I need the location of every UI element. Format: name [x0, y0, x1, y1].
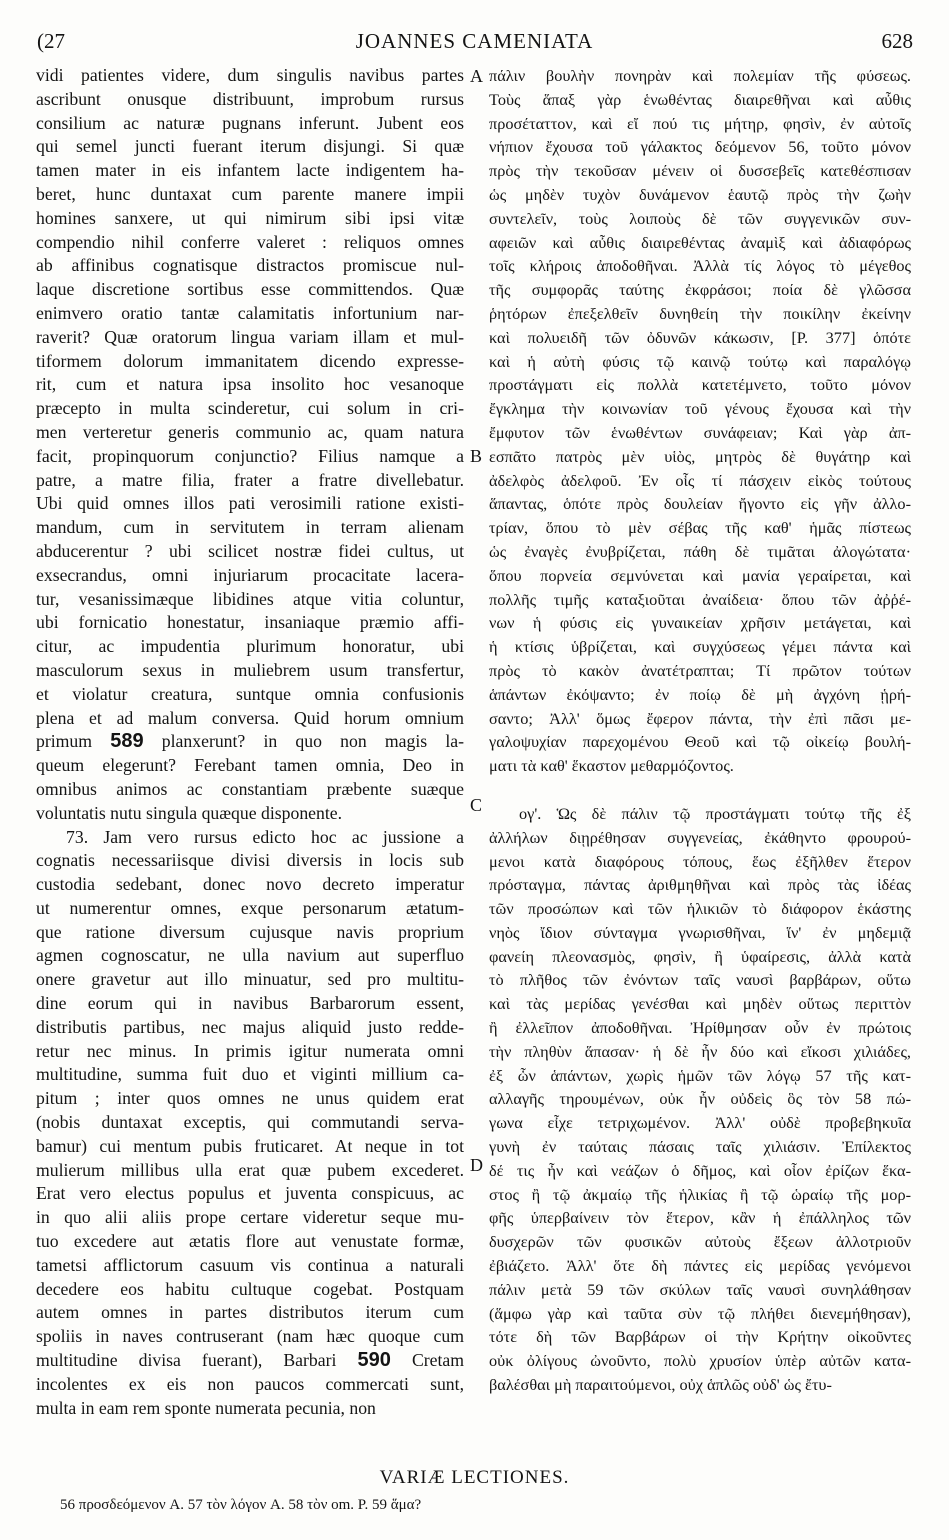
text-line: ab affinibus cognatisque distractos promiscue nul-	[36, 255, 464, 276]
margin-letter-b: B	[470, 446, 483, 466]
text-line: ἀλλήλων διῃρέθησαν συγγενείας, ἐκάθηντο φρουρού-	[489, 827, 911, 847]
text-line: τὴν πληθὺν ἅπασαν· ἡ δὲ ἦν δύο καὶ εἴκοσι χιλιάδες,	[489, 1041, 911, 1061]
text-line: μενοι κατὰ διαφόρους τόπους, ἕως ἐξῆλθεν ἕτερον	[489, 851, 911, 871]
text-line: mulierum millibus ulla erat quæ pubem excederet.	[36, 1159, 464, 1180]
text-line: ὡς ἐναγὲς ἐνυβρίζεται, πάθη δὲ τιμᾶται ἀλογώτατα·	[489, 541, 911, 561]
text-line: rit, cum et natura ipsa insolito hoc vesanoque	[36, 374, 464, 395]
margin-letter-a: A	[470, 66, 483, 86]
text-line: consilium ac naturæ pugnans inferunt. Jubent eos	[36, 112, 464, 133]
text-line: στος ἢ τῷ ἀκμαίῳ τῆς ἡλικίας ἢ τῷ ὡραίῳ τῆς μορ-	[489, 1184, 911, 1204]
text-line: προστάγματι εἰς πολλὰ κατετέμνετο, τοῦτο μόνον	[489, 375, 911, 395]
text-line: ascribunt onusque distribuunt, improbum rursus	[36, 88, 464, 109]
text-line: πρόσταγμα, πάντας ἀριθμηθῆναι καὶ πρὸς τὰς ἰδέας	[489, 875, 911, 895]
footnotes: 56 προσδεόμενον A. 57 τὸν λόγον A. 58 τὸν om. P. 59 ἅμα?	[60, 1497, 422, 1513]
text-line: καὶ ἡ αὐτὴ φύσις τῷ καινῷ τούτῳ καὶ παραλόγῳ	[489, 351, 911, 371]
text-line: τῆς συμφορᾶς ταύτης ἐκφράσοι; ποία δὲ γλῶσσα	[489, 280, 911, 300]
text-line: patre, a matre filia, frater a fratre divellebatur.	[36, 469, 464, 490]
text-line: (nobis duntaxat exceptis, qui commutandi serva-	[36, 1112, 464, 1133]
running-title: JOANNES CAMENIATA	[355, 29, 594, 53]
text-line: νηὸς ἴδιον σύνταγμα γνωρισθῆναι, ἵν' ἐν μηδεμιᾷ	[489, 922, 911, 942]
text-line: autem omnes in partes distributos iterum cum	[36, 1302, 464, 1323]
text-line: homines sanxere, ut qui nimirum sibi ipsi vitæ	[36, 207, 464, 228]
text-line: γαλοψυχίαν παρεχομένου Θεοῦ καὶ τῷ οἰκείῳ βουλή-	[489, 732, 911, 752]
text-line: agmen cognoscatur, ne ulla navium aut superfluo	[36, 945, 464, 966]
text-line: plena et ad malum conversa. Quid horum omnium	[36, 707, 464, 728]
text-line: laque discretione sortibus esse committendos. Quæ	[36, 279, 464, 300]
text-line: ἅπαντας, ὁπότε πρὸς δουλείαν ἤγοντο εἰς γῆν ἀλλο-	[489, 494, 911, 514]
text-line: men verteretur generis communio ac, quam natura	[36, 421, 464, 442]
text-line: ὡς μηδὲν τυχὸν δυνάμενον ἑαυτῷ πρὸς τὴν ζωὴν	[489, 184, 911, 204]
text-line: φῆς ὑπερβαίνειν τὸν ἕτερον, κἂν ἡ ἐπάλληλος τῶν	[489, 1208, 911, 1228]
text-line: distributis partibus, nec majus aliquid justo redde-	[36, 1016, 464, 1037]
text-line: οὐκ ὀλίγους ὠνοῦντο, πολὺ χρυσίον ὑπὲρ αὐτῶν κατα-	[489, 1351, 911, 1371]
text-line: primum 589 planxerunt? in quo non magis la-	[36, 730, 464, 753]
text-line: cognatis necessariisque divisi diversis in locis sub	[36, 850, 464, 871]
text-line: ὅπου πορνεία σεμνύνεται καὶ μανία γεραίρεται, καὶ	[489, 565, 911, 585]
text-line: omnibus animos ac constantiam præbente suæque	[36, 778, 464, 799]
text-line: σαντο; Ἀλλ' ὅμως ἔφερον πάντα, τὴν ἐπὶ πᾶσι με-	[489, 708, 911, 728]
text-line: συντελεῖν, τοὺς λοιποὺς δὲ τῶν συγγενικῶν συν-	[489, 208, 911, 228]
page-header	[0, 4, 949, 53]
text-line: (ἅμφω γὰρ καὶ ταῦτα σὺν τῷ πλήθει διενεμήθησαν),	[489, 1303, 911, 1323]
text-line: tuo excedere aut ætatis flore aut venustate formæ,	[36, 1231, 464, 1252]
margin-letter-c: C	[470, 795, 483, 815]
text-line: tametsi afflictorum casuum vis continua a naturali	[36, 1254, 464, 1275]
text-line: multitudine, summa fuit duo et viginti millium ca-	[36, 1064, 464, 1085]
text-line: retur nec minus. In primis igitur numerata omni	[36, 1040, 464, 1061]
text-line: τοῖς κλήροις ἀποδοθῆναι. Ἀλλὰ τίς λόγος τὸ μέγεθος	[489, 256, 911, 276]
text-line: ἢ ἐλλεῖπον ἀποδοθῆναι. Ἠρίθμησαν οὖν ἐν πρώτοις	[489, 1018, 911, 1038]
text-line: exsecrandus, omni injuriarum procacitate lacera-	[36, 564, 464, 585]
text-line: Ubi quid omnes illos pati verosimili ratione existi-	[36, 493, 464, 514]
text-line: Τοὺς ἅπαξ γὰρ ἑνωθέντας διαιρεθῆναι καὶ αὖθις	[489, 89, 911, 109]
text-line: πάλιν βουλὴν πονηρὰν καὶ πολεμίαν τῆς φύσεως.	[489, 66, 911, 85]
text-line: incolentes ex eis non paucos commercati sunt,	[36, 1373, 464, 1394]
text-line: αφειῶν καὶ αὖθις διαιρεθέντας ἀναμὶξ καὶ ἀδιαφόρως	[489, 232, 911, 252]
text-line: ῥητόρων ἐπεξελθεῖν δυνηθείη τὴν ποικίλην ἐκείνην	[489, 303, 911, 323]
variae-lectiones-heading: VARIÆ LECTIONES.	[379, 1467, 570, 1488]
page-marker: 590	[357, 1349, 391, 1372]
text-line: ubi fornicatio honestatur, insaniaque præmio affi-	[36, 612, 464, 633]
column-number-right: 628	[881, 29, 913, 53]
text-line: vidi patientes videre, dum singulis navibus partes	[36, 65, 464, 85]
text-line: queum elegerunt? Ferebant tamen omnia, Deo in	[36, 755, 464, 776]
text-line: abducerentur ? ubi scilicet nostræ fidei cultus, ut	[36, 540, 464, 561]
text-line: καὶ τὰς μερίδας γενέσθαι καὶ μηδὲν οὕτως περιττὸν	[489, 994, 911, 1014]
text-line: δέ τις ἦν καὶ νεάζων ὁ δῆμος, καὶ οἷον ἐρίζων ἕκα-	[489, 1160, 911, 1180]
text-line: ut numerentur omnes, exque personarum ætatum-	[36, 897, 464, 918]
text-line: qui semel juncti fuerant iterum disjungi. Si quæ	[36, 136, 464, 157]
text-line: voluntatis nutu singula quæque disponente.	[36, 802, 343, 823]
margin-letter-d: D	[470, 1155, 483, 1175]
text-line: masculorum sexus in muliebrem usum transfertur,	[36, 659, 464, 680]
text-line: multa in eam rem sponte numerata pecunia, non	[36, 1397, 376, 1418]
text-line: Erat vero electus populus et juventa conspicuus, ac	[36, 1183, 464, 1204]
text-line: raverit? Quæ oratorum lingua variam illam et mul-	[36, 326, 464, 347]
text-line: enimvero oratio tantæ calamitatis infortunium nar-	[36, 302, 464, 323]
text-line: 73. Jam vero rursus edicto hoc ac jussione a	[66, 826, 464, 847]
text-line: τρίαν, ὅπου τὸ μὲν σέβας τῆς καθ' ἡμᾶς πίστεως	[489, 518, 911, 538]
text-line: ἔγκλημα τὴν κοινωνίαν τοῦ γένους ἔχουσα καὶ τὴν	[489, 399, 911, 419]
text-line: custodia sedebant, donec novo decreto imperatur	[36, 874, 464, 895]
text-line: ἔμφυτον τῶν ἑνωθέντων συνάφειαν; Καὶ γὰρ ἀπ-	[489, 422, 911, 442]
text-line: αλλαγῆς τηρουμένων, οὐκ ἦν οὐδεὶς ὃς τὸν 58 πώ-	[489, 1089, 911, 1109]
text-line: ἁπάντων ἐκόψαντο; ἐν ποίῳ δὲ μὴ ἀγχόνη ᾑρή-	[489, 684, 911, 704]
text-line: ματι τὰ καθ' ἕκαστον μεθαρμόζοντος.	[489, 756, 734, 776]
text-line: compendio nihil conferre valeret : reliquos omnes	[36, 231, 464, 252]
text-line: pitum ; inter quos omnes ne unus quidem erat	[36, 1088, 464, 1109]
text-line: mandum, cum in servitutem in terram alienam	[36, 517, 464, 538]
section-gap	[489, 778, 911, 802]
text-line: πρὸς τὸ κακὸν ἀνατέτραπται; Τί πρῶτον τούτων	[489, 660, 911, 680]
text-line: in quo alii aliis prope certare videretur seque mu-	[36, 1207, 464, 1228]
text-line: præcepto in multa scinderetur, cui solum in cri-	[36, 398, 464, 419]
page-marker: 589	[110, 730, 144, 753]
text-line: δυσχερῶν τῶν φυσικῶν αὐτοὺς ἔξεων ἀλλοτριοῦν	[489, 1232, 911, 1252]
text-line: citur, ac impudentia plurimum honoratur, ubi	[36, 636, 464, 657]
text-line: ἡ κτίσις ὑβρίζεται, καὶ συγχύσεως γέμει πάντα καὶ	[489, 637, 911, 657]
text-line: tur, vesanissimæque libidines atque vitia coluntur,	[36, 588, 464, 609]
text-line: ογ'. Ὡς δὲ πάλιν τῷ προστάγματι τούτῳ τῆς ἐξ	[519, 803, 911, 823]
text-line: ἐξ ὧν ἁπάντων, χωρὶς ἡμῶν τῶν λόγῳ 57 τῆς κατ-	[489, 1065, 911, 1085]
latin-column	[36, 64, 464, 1420]
text-line: γυνὴ ἐν ταύταις πάσαις ταῖς χιλιάσιν. Ἐπίλεκτος	[489, 1137, 911, 1157]
text-line: τότε δὴ τῶν Βαρβάρων οἱ τὴν Κρήτην οἰκοῦντες	[489, 1327, 911, 1347]
text-line: ἐβιάζετο. Ἀλλ' ὅτε δὴ πάντες εἰς μερίδας γενόμενοι	[489, 1256, 911, 1276]
text-line: beret, hunc duntaxat cum parente manere impii	[36, 183, 464, 204]
text-line: τῶν προσώπων καὶ τῶν ἡλικιῶν τὸ διάφορον ἑκάστης	[489, 899, 911, 919]
text-line: onere gravetur aut illo minuatur, sed pro multitu-	[36, 969, 464, 990]
text-line: προσέταττον, καὶ εἴ πού τις μήτηρ, φησὶν, ἐν αὐτοῖς	[489, 113, 911, 133]
text-line: que ratione diversum cujusque navis proprium	[36, 921, 464, 942]
text-line: tamen mater in eis infantem lacte indigentem ha-	[36, 160, 464, 181]
text-line: φανείη πλεονασμὸς, φησὶν, ἢ ὑφαίρεσις, ἀλλὰ κατὰ	[489, 946, 911, 966]
text-line: et violatur creatura, suntque omnia confusionis	[36, 683, 464, 704]
text-line: multitudine divisa fuerant), Barbari 590 Cretam	[36, 1349, 464, 1372]
text-line: εσπᾶτο πατρὸς μὲν υἱὸς, μητρὸς δὲ θυγάτηρ καὶ	[489, 446, 911, 466]
text-line: βαλέσθαι μὴ παραιτούμενοι, οὐχ ἁπλῶς οὐδ' ὡς ἔτυ-	[489, 1375, 832, 1395]
text-line: tiformem dolorum immanitatem dicendo expresse-	[36, 350, 464, 371]
text-line: dine eorum qui in navibus Barbarorum essent,	[36, 993, 464, 1014]
text-line: spoliis in naves contruserant (nam hæc quoque cum	[36, 1326, 464, 1347]
text-line: γωνα εἶχε τετριχωμένον. Ἀλλ' οὐδὲ προβεβηκυῖα	[489, 1113, 911, 1133]
greek-column	[489, 64, 911, 1397]
text-line: πρὸς τὴν τεκοῦσαν μένειν οἱ δυσσεβεῖς κατεθέσπισαν	[489, 161, 911, 181]
text-line: facit, propinquorum conjunctio? Filius namque a	[36, 445, 464, 466]
text-line: πάλιν μετὰ 59 τῶν σκύλων ταῖς ναυσὶ συνηλάθησαν	[489, 1279, 911, 1299]
text-line: bamur) cui mentum pubis fruticaret. At neque in tot	[36, 1135, 464, 1156]
text-line: decedere eos habitu cultuque cogebat. Postquam	[36, 1278, 464, 1299]
text-line: καὶ πολυειδῆ τῶν ὀδυνῶν κάκωσιν, [P. 377] ὁπότε	[489, 327, 911, 347]
text-line: τὸ πλῆθος τῶν ἐνόντων ταῖς ναυσὶ βαρβάρων, οὕτω	[489, 970, 911, 990]
text-line: νων ἡ φύσις εἰς γυναικείαν χρῆσιν μετάγεται, καὶ	[489, 613, 911, 633]
text-line: πολλῆς τιμῆς καταξιοῦται ἀναίδεια· ὅπου τῶν ἀῤῥέ-	[489, 589, 911, 609]
text-line: νήπιον ἔχουσα τοῦ γάλακτος δεόμενον 56, τοῦτο μόνον	[489, 137, 911, 157]
text-line: ἀδελφὸς ἀδελφοῦ. Ἐν οἷς τί πάσχειν εἰκὸς τούτους	[489, 470, 911, 490]
column-number-left: (27	[37, 29, 65, 53]
